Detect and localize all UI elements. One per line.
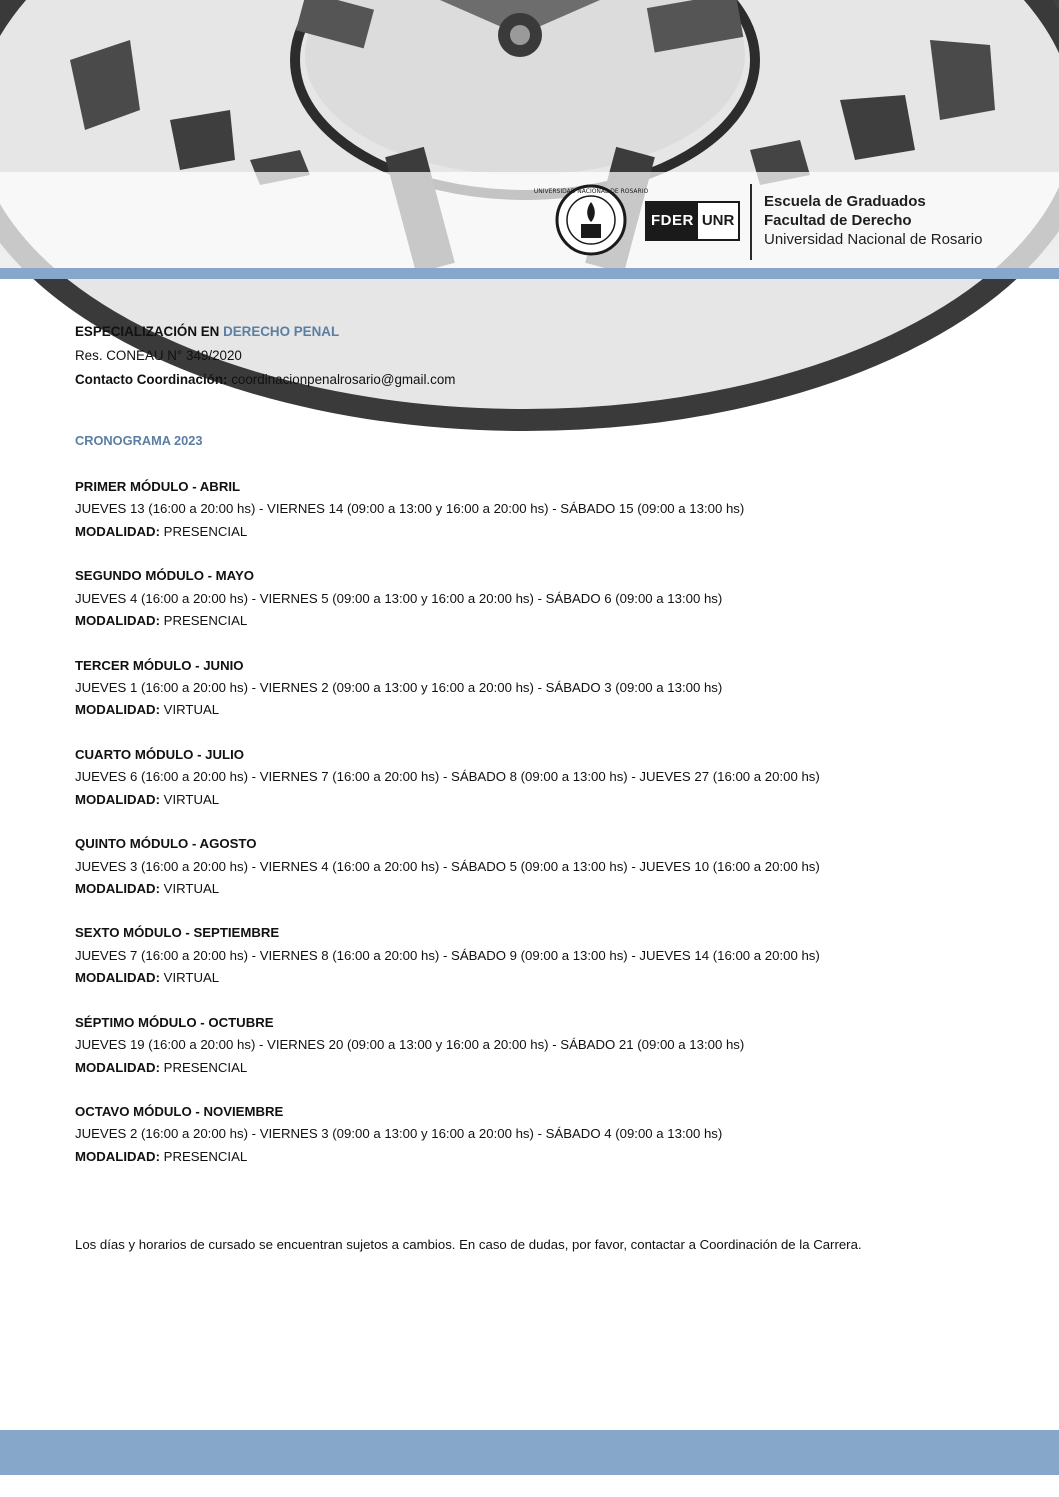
mode-label: MODALIDAD: [75,1148,160,1164]
disclaimer-note: Los días y horarios de cursado se encuentran sujetos a cambios. En caso de dudas, por favor, contactar a Coordinación de la Carrera. [75,1237,862,1252]
module-title: SEXTO MÓDULO - SEPTIEMBRE [75,925,280,941]
module-1 [75,477,1005,566]
footer-stripe [0,1430,1059,1475]
module-dates: JUEVES 6 (16:00 a 20:00 hs) - VIERNES 7 (16:00 a 20:00 hs) - SÁBADO 8 (09:00 a 13:00 hs) - JUEVES 27 (16:00 a 20:00 hs) [75,769,820,785]
module-dates: JUEVES 13 (16:00 a 20:00 hs) - VIERNES 14 (09:00 a 13:00 y 16:00 a 20:00 hs) - SÁBADO 15 (09:00 a 13:00 hs) [75,501,745,517]
school-line-1: Escuela de Graduados [764,193,926,210]
university-seal-icon [533,184,649,256]
mode-value: VIRTUAL [159,791,220,807]
resolution-text: Res. CONEAU N° 349/2020 [75,348,242,363]
school-line-2: Facultad de Derecho [764,212,912,229]
module-title: CUARTO MÓDULO - JULIO [75,746,244,762]
mode-label: MODALIDAD: [75,523,160,539]
mode-label: MODALIDAD: [75,702,160,718]
mode-value: PRESENCIAL [159,1148,248,1164]
header-stripe [0,268,1059,279]
mode-label: MODALIDAD: [75,970,160,986]
module-dates: JUEVES 1 (16:00 a 20:00 hs) - VIERNES 2 (09:00 a 13:00 y 16:00 a 20:00 hs) - SÁBADO 3 (09:00 a 13:00 hs) [75,679,723,695]
module-mode [75,700,1005,722]
institution-logos [533,182,1035,262]
contact-label: Contacto Coordinación: [75,372,228,387]
program-title-prefix: ESPECIALIZACIÓN EN [75,324,224,339]
module-dates: JUEVES 2 (16:00 a 20:00 hs) - VIERNES 3 (09:00 a 13:00 y 16:00 a 20:00 hs) - SÁBADO 4 (09:00 a 13:00 hs) [75,1126,723,1142]
school-name [764,192,982,249]
module-mode [75,879,1005,901]
contact-email: coordinacionpenalrosario@gmail.com [227,372,456,387]
module-2 [75,566,1005,655]
fder-unr-logo [645,201,740,241]
module-title: OCTAVO MÓDULO - NOVIEMBRE [75,1104,284,1120]
mode-label: MODALIDAD: [75,791,160,807]
school-line-3: Universidad Nacional de Rosario [764,231,983,248]
module-8 [75,1102,1005,1191]
module-title: TERCER MÓDULO - JUNIO [75,657,244,673]
module-mode [75,790,1005,812]
mode-value: PRESENCIAL [159,613,248,629]
module-title: QUINTO MÓDULO - AGOSTO [75,836,257,852]
module-dates: JUEVES 4 (16:00 a 20:00 hs) - VIERNES 5 (09:00 a 13:00 y 16:00 a 20:00 hs) - SÁBADO 6 (09:00 a 13:00 hs) [75,590,723,606]
program-title-accent: DERECHO PENAL [223,324,340,339]
module-mode [75,611,1005,633]
module-mode [75,1058,1005,1080]
module-7 [75,1013,1005,1102]
mode-label: MODALIDAD: [75,880,160,896]
fder-logo-text: FDER [647,203,698,239]
schedule-modules [75,477,1005,1191]
mode-value: PRESENCIAL [159,523,248,539]
program-title [75,322,985,346]
intro-block [75,322,985,394]
mode-value: VIRTUAL [159,970,220,986]
module-dates: JUEVES 3 (16:00 a 20:00 hs) - VIERNES 4 (16:00 a 20:00 hs) - SÁBADO 5 (09:00 a 13:00 hs) - JUEVES 10 (16:00 a 20:00 hs) [75,858,820,874]
module-4 [75,745,1005,834]
schedule-heading: CRONOGRAMA 2023 [75,433,203,448]
module-title: PRIMER MÓDULO - ABRIL [75,479,241,494]
module-dates: JUEVES 19 (16:00 a 20:00 hs) - VIERNES 20 (09:00 a 13:00 y 16:00 a 20:00 hs) - SÁBADO 21 (09:00 a 13:00 hs) [75,1037,745,1053]
mode-value: VIRTUAL [159,880,220,896]
module-3 [75,656,1005,745]
seal-text: UNIVERSIDAD NACIONAL DE ROSARIO [533,188,649,195]
module-mode [75,1147,1005,1169]
module-title: SEGUNDO MÓDULO - MAYO [75,568,255,584]
logo-divider [750,184,752,260]
module-title: SÉPTIMO MÓDULO - OCTUBRE [75,1014,274,1030]
module-mode [75,968,1005,990]
mode-value: PRESENCIAL [159,1059,248,1075]
mode-label: MODALIDAD: [75,613,160,629]
module-6 [75,923,1005,1012]
module-dates: JUEVES 7 (16:00 a 20:00 hs) - VIERNES 8 (16:00 a 20:00 hs) - SÁBADO 9 (09:00 a 13:00 hs) - JUEVES 14 (16:00 a 20:00 hs) [75,947,820,963]
module-mode [75,522,1005,544]
module-5 [75,834,1005,923]
mode-value: VIRTUAL [159,702,220,718]
contact-line [75,370,985,394]
mode-label: MODALIDAD: [75,1059,160,1075]
unr-logo-text: UNR [698,203,739,239]
